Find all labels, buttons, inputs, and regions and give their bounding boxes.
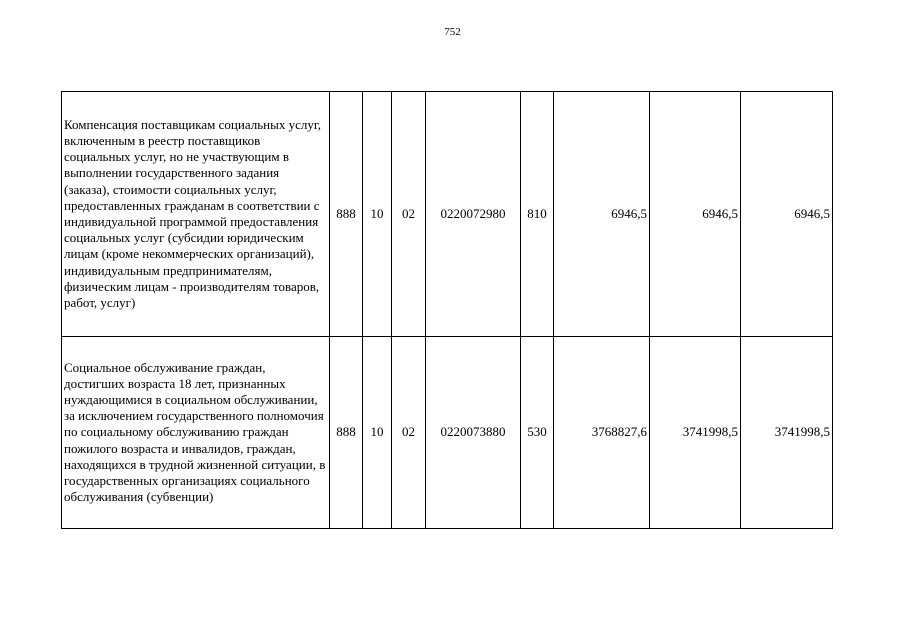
page-number: 752 [444, 26, 461, 38]
sum-1-cell: 3768827,6 [554, 337, 650, 529]
expense-name-cell: Социальное обслуживание граждан, достигших возраста 18 лет, признанных нуждающимися в социальном обслуживании, за исключением государственного полномочия по социальному обслуживанию граждан пожилого возраста и инвалидов, граждан, находящихся в трудной жизненной ситуации, в государственных организациях социального обслуживания (субвенции) [62, 337, 330, 529]
section-code-cell: 10 [363, 92, 392, 337]
sum-1-cell: 6946,5 [554, 92, 650, 337]
sum-2-cell: 6946,5 [650, 92, 741, 337]
expense-type-cell: 810 [521, 92, 554, 337]
table-row [62, 337, 833, 529]
subsection-code-cell: 02 [392, 337, 426, 529]
sum-2-cell: 3741998,5 [650, 337, 741, 529]
target-article-cell: 0220072980 [426, 92, 521, 337]
budget-table [61, 91, 833, 529]
expense-name-cell: Компенсация поставщикам социальных услуг, включенным в реестр поставщиков социальных услуг, но не участвующим в выполнении государственного задания (заказа), стоимости социальных услуг, предоставленных гражданам в соответствии с индивидуальной программой предоставления социальных услуг (субсидии юридическим лицам (кроме некоммерческих организаций), индивидуальным предпринимателям, физическим лицам - производителям товаров, работ, услуг) [62, 92, 330, 337]
sum-3-cell: 3741998,5 [741, 337, 833, 529]
table-row [62, 92, 833, 337]
sum-3-cell: 6946,5 [741, 92, 833, 337]
ministry-code-cell: 888 [330, 337, 363, 529]
ministry-code-cell: 888 [330, 92, 363, 337]
section-code-cell: 10 [363, 337, 392, 529]
expense-type-cell: 530 [521, 337, 554, 529]
subsection-code-cell: 02 [392, 92, 426, 337]
target-article-cell: 0220073880 [426, 337, 521, 529]
